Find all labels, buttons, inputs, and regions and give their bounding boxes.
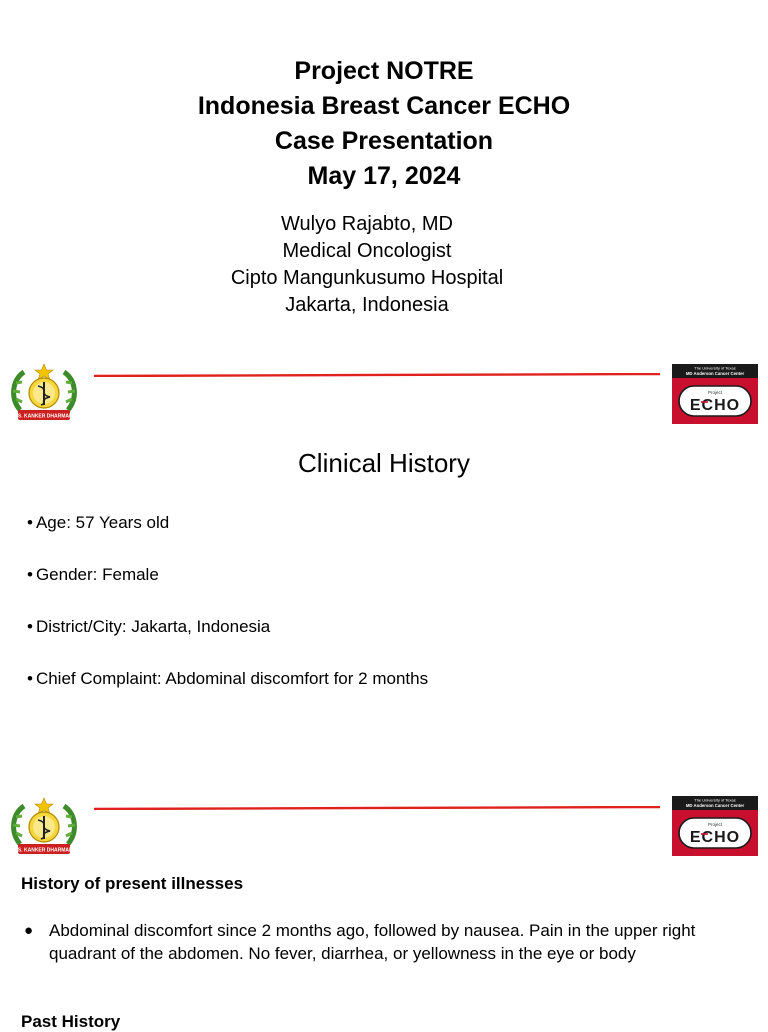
- svg-text:ECHO: ECHO: [689, 397, 741, 414]
- svg-text:ECHO: ECHO: [689, 829, 741, 846]
- svg-text:MD Anderson Cancer Center: MD Anderson Cancer Center: [685, 803, 745, 808]
- list-item-hpi: [24, 919, 744, 965]
- district-text: District/City: Jakarta, Indonesia: [35, 617, 271, 636]
- chief-complaint-text: Chief Complaint: Abdominal discomfort for 2 months: [35, 669, 429, 688]
- title-line-date: May 17, 2024: [307, 162, 461, 190]
- list-item-age: [27, 512, 428, 564]
- age-text: Age: 57 Years old: [35, 513, 170, 532]
- clinical-history-slide: [0, 350, 768, 780]
- svg-text:MD Anderson Cancer Center: MD Anderson Cancer Center: [685, 371, 745, 376]
- presentation-title: [0, 54, 768, 194]
- title-line-program: Indonesia Breast Cancer ECHO: [197, 92, 571, 120]
- svg-text:The University of Texas: The University of Texas: [694, 365, 736, 371]
- history-slide: [0, 784, 768, 1031]
- hpi-list: [24, 919, 744, 965]
- hospital-emblem-icon: [8, 362, 80, 424]
- echo-logo: [672, 364, 758, 424]
- presenter-info: [0, 211, 734, 319]
- presenter-name: Wulyo Rajabto, MD: [281, 213, 453, 235]
- svg-text:RS. KANKER DHARMAIS: RS. KANKER DHARMAIS: [14, 413, 74, 420]
- svg-text:Project: Project: [707, 822, 723, 827]
- title-slide: [0, 0, 768, 340]
- header-divider: [94, 806, 660, 810]
- svg-text:RS. KANKER DHARMAIS: RS. KANKER DHARMAIS: [14, 847, 74, 854]
- hpi-heading: History of present illnesses: [21, 874, 244, 893]
- clinical-history-list: [27, 512, 428, 720]
- presenter-hospital: Cipto Mangunkusumo Hospital: [230, 267, 504, 289]
- presenter-location: Jakarta, Indonesia: [285, 294, 449, 316]
- gender-text: Gender: Female: [35, 565, 159, 584]
- list-item-district: [27, 616, 428, 668]
- bullet-icon: •: [27, 617, 33, 636]
- svg-text:Project: Project: [707, 390, 723, 395]
- list-item-chief-complaint: [27, 668, 428, 720]
- bullet-icon: •: [27, 565, 33, 584]
- past-history-heading: Past History: [21, 1012, 121, 1031]
- title-line-project: Project NOTRE: [294, 57, 474, 85]
- bullet-icon: •: [27, 669, 33, 688]
- bullet-icon: ●: [24, 922, 34, 939]
- bullet-icon: •: [27, 513, 33, 532]
- title-line-type: Case Presentation: [274, 127, 494, 155]
- list-item-gender: [27, 564, 428, 616]
- svg-text:The University of Texas: The University of Texas: [694, 797, 736, 803]
- clinical-history-heading: Clinical History: [298, 448, 470, 478]
- header-divider: [94, 373, 660, 377]
- hospital-emblem-icon: [8, 796, 80, 858]
- presenter-role: Medical Oncologist: [282, 240, 452, 262]
- hpi-text: Abdominal discomfort since 2 months ago, followed by nausea. Pain in the upper right quadrant of the abdomen. No fever, diarrhea, or yellowness in the eye or body: [49, 921, 696, 963]
- echo-logo: [672, 796, 758, 856]
